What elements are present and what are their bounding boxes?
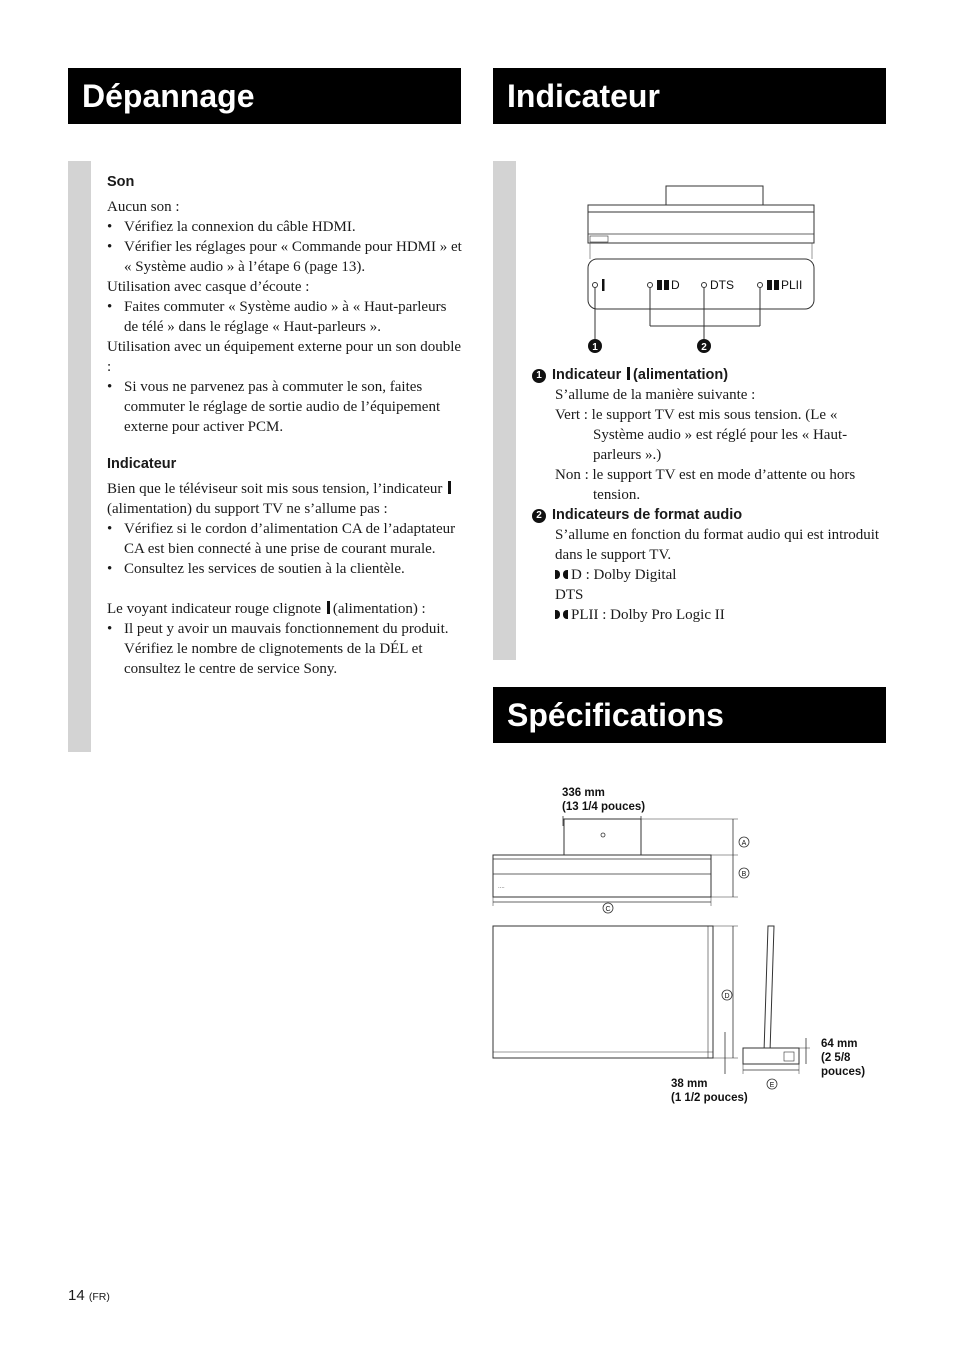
sidebar-depannage xyxy=(68,161,91,752)
depth-in-1: (2 5/8 xyxy=(821,1052,851,1064)
mark-a: A xyxy=(741,840,747,847)
indicator-2-dolby-d xyxy=(532,565,884,585)
son-aucun: Aucun son : xyxy=(107,199,180,215)
callout-1: 1 xyxy=(592,342,598,353)
mark-b: B xyxy=(741,871,747,878)
indicator-2-heading xyxy=(532,505,884,525)
width-label xyxy=(562,786,645,814)
list-item: • Vérifiez si le cordon d’alimentation CA de l’adaptateur CA est bien connecté à une prise de courant murale. xyxy=(107,519,463,559)
indicator-descriptions xyxy=(532,365,884,625)
list-item: • Si vous ne parvenez pas à commuter le son, faites commuter le réglage de sortie audio de l’équipement externe pour activer PCM. xyxy=(107,377,463,437)
indicateur-list-2 xyxy=(107,619,463,679)
sidebar-indicateur xyxy=(493,161,516,660)
indicator-2-format: S’allume en fonction du format audio qui est introduit dans le support TV. xyxy=(555,527,880,563)
indicateur-blink xyxy=(107,599,463,619)
indicateur-heading: Indicateur xyxy=(107,456,177,472)
son-heading: Son xyxy=(107,174,135,190)
heading-text: (alimentation) xyxy=(633,367,729,383)
dolby-icon xyxy=(555,570,568,579)
blink-text-b: (alimentation) : xyxy=(332,601,426,617)
list-item: • Consultez les services de soutien à la clientèle. xyxy=(107,559,463,579)
intro-text-b: (alimentation) du support TV ne s’allume pas : xyxy=(107,501,388,517)
intro-text-a: Bien que le téléviseur soit mis sous tension, l’indicateur xyxy=(107,481,443,497)
list-item: • Vérifier les réglages pour « Commande pour HDMI » et « Système audio » à l’étape 6 (page 13). xyxy=(107,237,463,277)
number-1-icon: 1 xyxy=(532,369,546,383)
power-icon xyxy=(627,367,630,380)
led-label-d: D xyxy=(671,278,680,292)
mark-d: D xyxy=(724,993,730,1000)
page-number: 14 xyxy=(68,1287,85,1304)
height-mm: 38 mm xyxy=(671,1078,708,1090)
dolby-icon xyxy=(555,610,568,619)
specifications-diagram xyxy=(488,812,818,1092)
son-casque: Utilisation avec casque d’écoute : xyxy=(107,279,310,295)
troubleshooting-column xyxy=(107,172,463,679)
power-icon xyxy=(327,601,330,614)
indicator-diagram xyxy=(580,183,820,359)
banner-indicateur: Indicateur xyxy=(493,68,886,124)
indicator-1-vert: Vert : le support TV est mis sous tension. (Le « Système audio » est réglé pour les « Haut-parleurs ».) xyxy=(555,407,848,463)
page-language: (FR) xyxy=(88,1291,110,1303)
width-mm: 336 mm xyxy=(562,787,605,799)
son-list-1 xyxy=(107,217,463,277)
indicator-1-heading xyxy=(532,365,884,385)
power-icon xyxy=(448,481,451,494)
mark-c: C xyxy=(605,906,611,913)
list-item: • Faites commuter « Système audio » à « Haut-parleurs de télé » dans le réglage « Haut-parleurs ». xyxy=(107,297,463,337)
indicateur-intro xyxy=(107,479,463,519)
page-footer xyxy=(68,1287,110,1304)
indicator-1-allume: S’allume de la manière suivante : xyxy=(555,387,756,403)
son-list-3 xyxy=(107,377,463,437)
indicator-1-non: Non : le support TV est en mode d’attente ou hors tension. xyxy=(555,467,856,503)
son-externe: Utilisation avec un équipement externe pour un son double : xyxy=(107,339,462,375)
depth-in-2: pouces) xyxy=(821,1066,866,1078)
indicateur-list-1 xyxy=(107,519,463,579)
svg-text:....: .... xyxy=(498,884,505,890)
list-item: • Il peut y avoir un mauvais fonctionnement du produit. Vérifiez le nombre de clignotements de la DÉL et consultez le centre de service Sony. xyxy=(107,619,463,679)
heading-text: Indicateurs de format audio xyxy=(552,507,743,523)
number-2-icon: 2 xyxy=(532,509,546,523)
width-in: (13 1/4 pouces) xyxy=(562,801,646,813)
led-label-plii: PLII xyxy=(781,278,803,292)
depth-mm: 64 mm xyxy=(821,1038,858,1050)
heading-text: Indicateur xyxy=(552,367,622,383)
banner-depannage: Dépannage xyxy=(68,68,461,124)
indicator-2-dts: DTS xyxy=(555,587,584,603)
plii-text: PLII : Dolby Pro Logic II xyxy=(571,607,725,623)
led-label-dts: DTS xyxy=(710,278,734,292)
callout-2: 2 xyxy=(701,342,707,353)
height-in: (1 1/2 pouces) xyxy=(671,1092,748,1104)
dolby-d-text: D : Dolby Digital xyxy=(571,567,677,583)
banner-specifications: Spécifications xyxy=(493,687,886,743)
mark-e: E xyxy=(769,1082,775,1089)
list-item: • Vérifiez la connexion du câble HDMI. xyxy=(107,217,463,237)
indicator-2-plii xyxy=(532,605,884,625)
son-list-2 xyxy=(107,297,463,337)
blink-text-a: Le voyant indicateur rouge clignote xyxy=(107,601,322,617)
depth-label xyxy=(821,1037,865,1079)
